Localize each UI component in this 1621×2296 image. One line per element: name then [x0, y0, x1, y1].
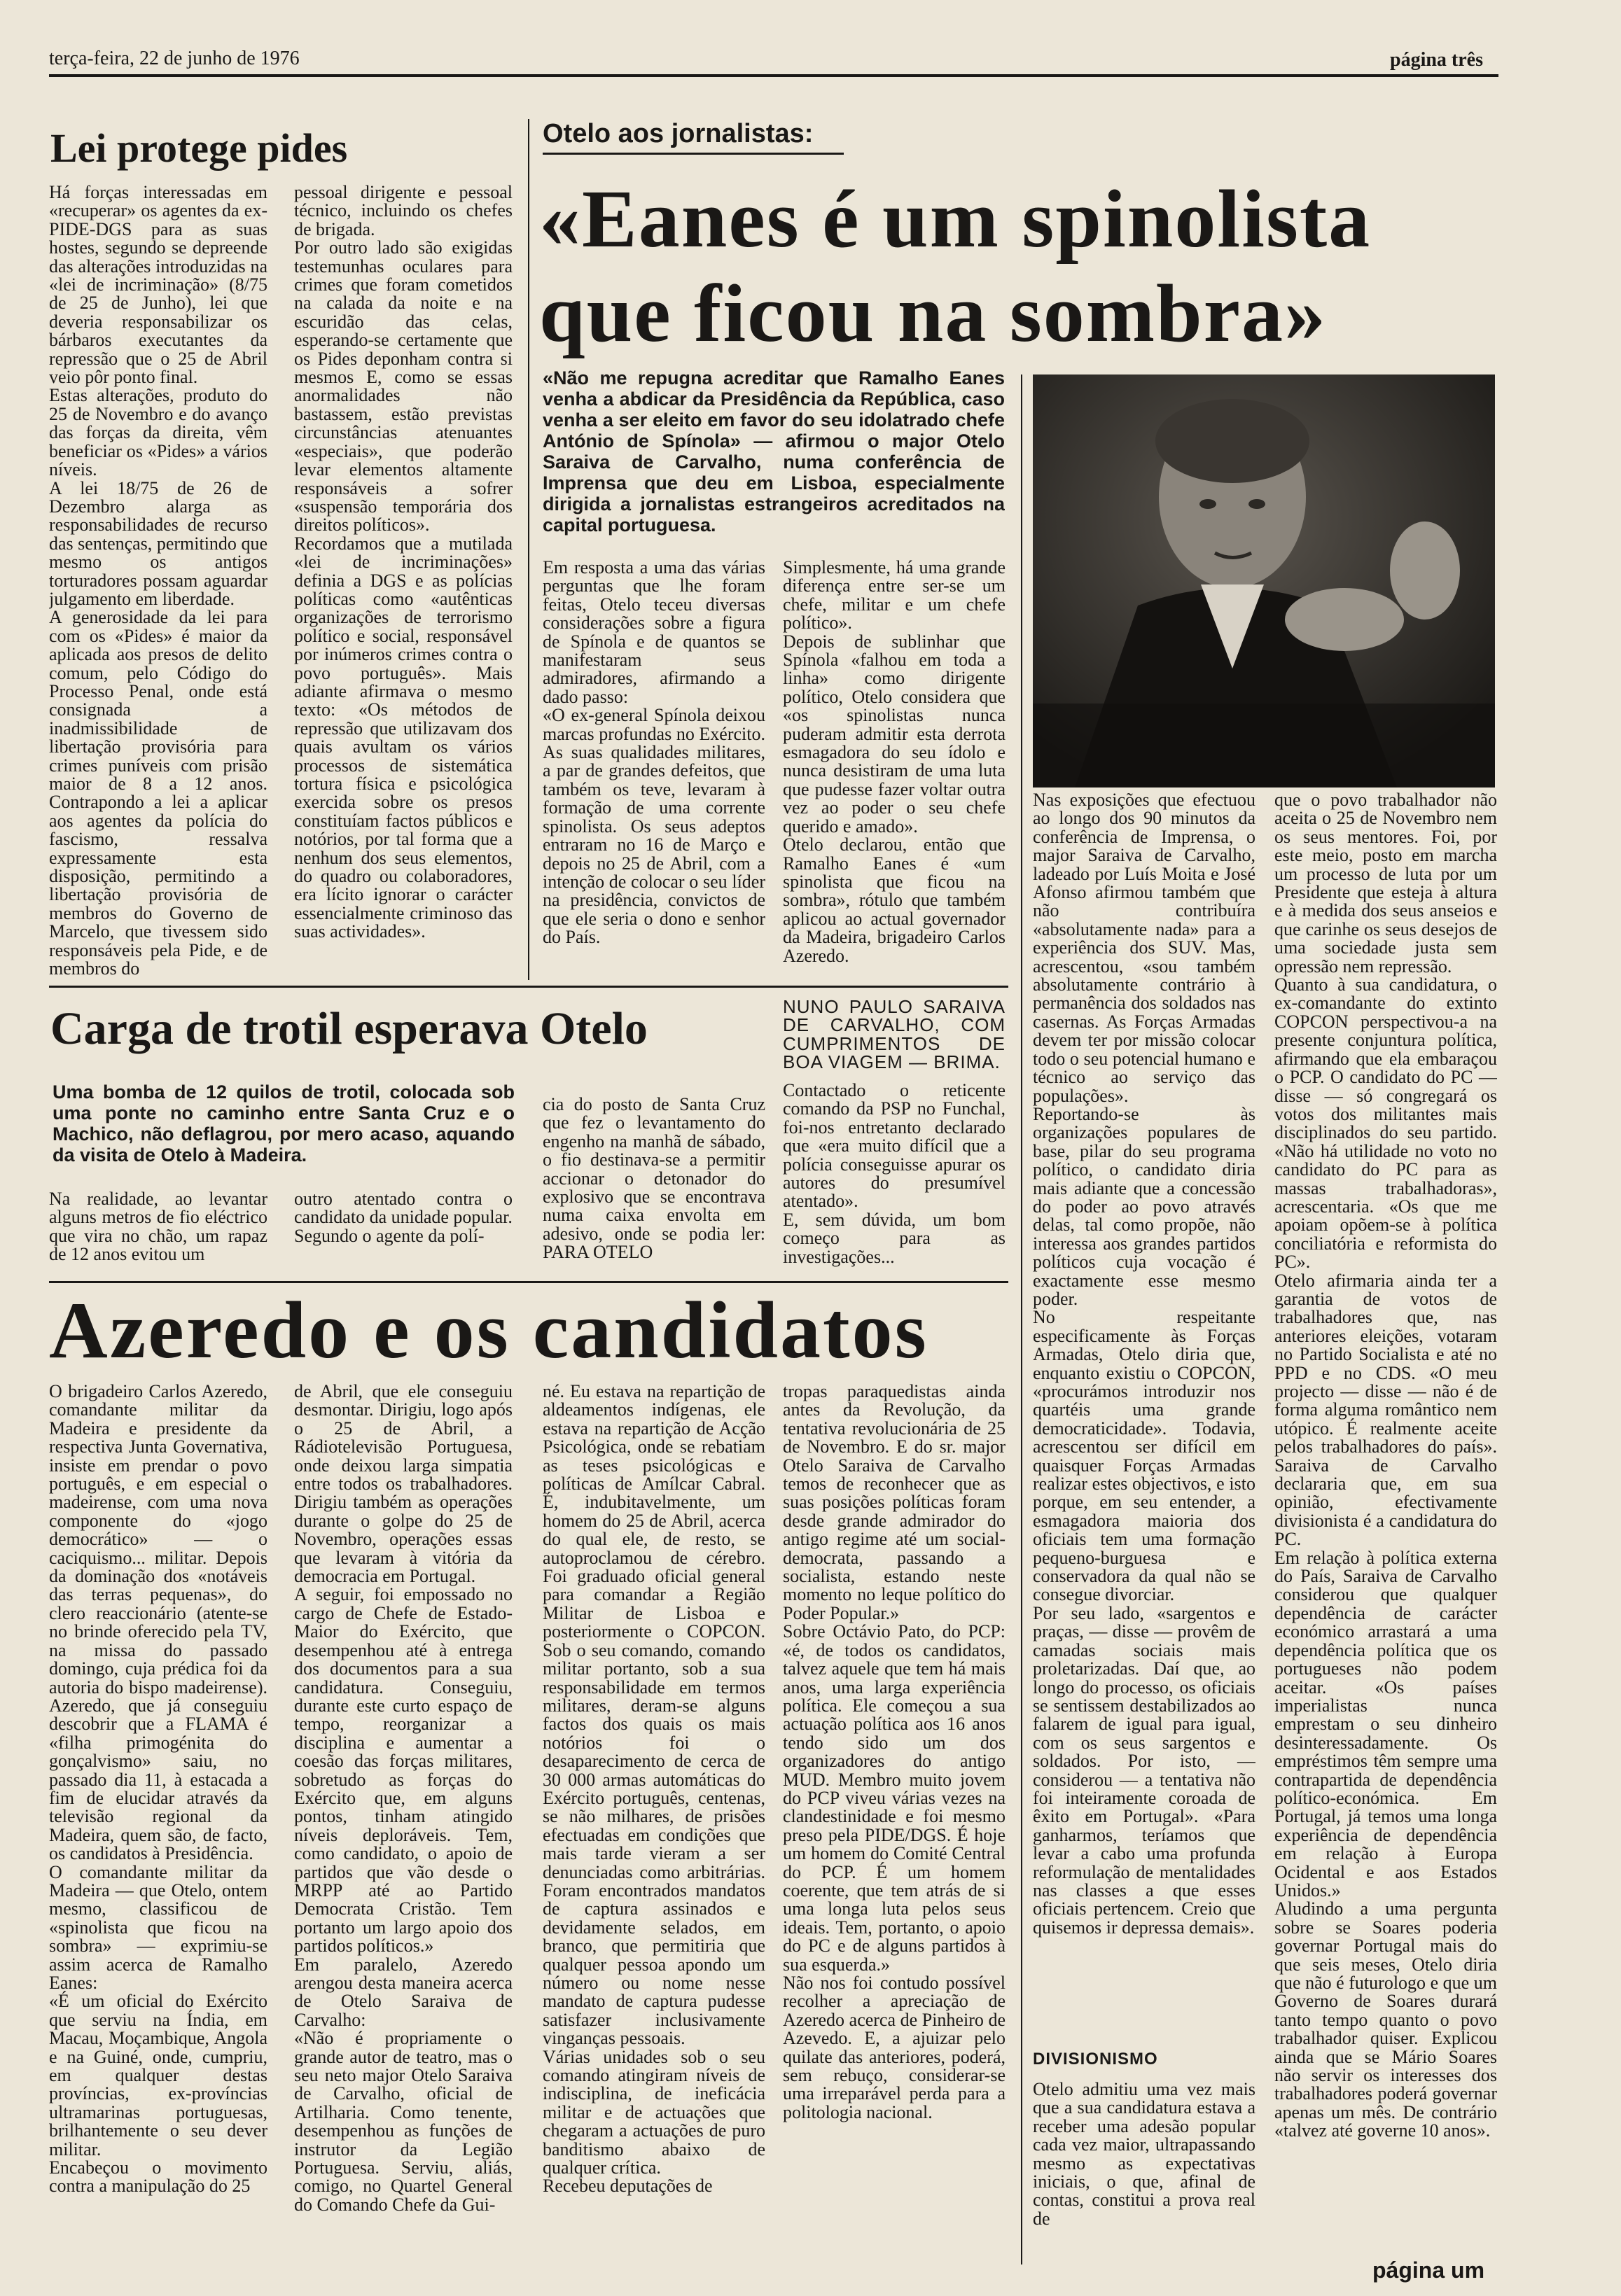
- pides-col1: Há forças interessadas em «recuperar» os agentes da ex-PIDE-DGS para as suas hostes, segundo se depreende das alterações introduzidas na «lei de incriminação» (8/75 de 25 de Junho), lei que deveria responsabilizar os bárbaros executantes da repressão que o 25 de Abril veio pôr ponto final. Estas alterações, produto do 25 de Novembro e do avanço das forças da direita, vêm beneficiar os «Pides» a vários níveis. A lei 18/75 de 26 de Dezembro alarga as responsabilidades de recurso das sentenças, permitindo que mesmo os antigos torturadores possam aguardar julgamento em liberdade. A generosidade da lei para com os «Pides» é maior da aplicada aos presos de delito comum, pelo Código do Processo Penal, onde está consignada a inadmissibilidade de libertação provisória para crimes puníveis com prisão maior de 8 a 12 anos. Contrapondo a lei a aplicar aos agentes da polícia do fascismo, ressalva expressamente esta disposição, permitindo a libertação provisória de membros do Governo de Marcelo, que tivessem sido responsáveis pela Pide, e de membros do: [49, 183, 267, 979]
- issue-date: terça-feira, 22 de junho de 1976: [49, 48, 300, 69]
- column-divider-right: [1021, 374, 1022, 2264]
- otelo-col2: Simplesmente, há uma grande diferença entre ser-se um chefe, militar e um chefe político». Depois de sublinhar que Spínola «falhou em toda a linha» como dirigente político, Otelo considera que «os spinolistas nunca puderam admitir esta derrota esmagadora do seu ídolo e nunca desistiram de uma luta que pudesse fazer voltar outra vez ao poder o seu chefe querido e amado». Otelo declarou, então que Ramalho Eanes é «um spinolista que ficou na sombra», rótulo que também aplicou ao actual governador da Madeira, brigadeiro Carlos Azeredo.: [783, 559, 1006, 966]
- otelo-divisionismo-col: Otelo admitiu uma vez mais que a sua candidatura estava a receber uma adesão popular cada vez maior, ultrapassando mesmo as expectativas iniciais, o que, afinal de contas, constitui a prova real de: [1033, 2080, 1255, 2229]
- azeredo-title: Azeredo e os candidatos: [49, 1286, 928, 1376]
- pides-title: Lei protege pides: [50, 125, 348, 171]
- otelo-col5: que o povo trabalhador não aceita o 25 de Novembro nem os seus mentores. Foi, por este meio, posto em marcha um processo de luta por um Presidente que esteja à altura e à medida dos seus anseios e que carinhe os seus desejos de uma sociedade justa sem opressão nem repressão. Quanto à sua candidatura, o ex-comandante do extinto COPCON perspectivou-a na presente conjuntura política, afirmando que ela embaraçou o PCP. O candidato do PC — disse — só congregará os votos dos militantes mais disciplinados do seu partido. «Não há utilidade no voto no candidato do PC para as massas trabalhadoras», acrescentaria. «Os que me apoiam opõem-se à política conciliatória e reformista do PC». Otelo afirmaria ainda ter a garantia de votos de trabalhadores que, nas anteriores eleições, votaram no Partido Socialista e até no PPD e no CDS. «O meu projecto — disse — não é de forma alguma romântico nem utópico. É realmente aceite pelos trabalhadores do país». Saraiva de Carvalho declararia que, em sua opinião, efectivamente divisionista é a candidatura do PC. Em relação à política externa do País, Saraiva de Carvalho considerou que qualquer dependência de carácter económico arrastará a uma dependência política que os portugueses não podem aceitar. «Os países imperialistas nunca emprestam o seu dinheiro desinteressadamente. Os empréstimos têm sempre uma contrapartida de dependência político-económica. Em Portugal, já temos uma longa experiência de dependência em relação à Europa Ocidental e aos Estados Unidos.» Aludindo a uma pergunta sobre se Soares poderia governar Portugal mais do que seis meses, Otelo diria que não é futurologo e que um Governo de Soares durará tanto tempo quanto o povo trabalhador quiser. Explicou ainda que se Mário Soares não servir os interesses dos trabalhadores poderá governar apenas um mês. De contrário «talvez até governe 10 anos».: [1274, 791, 1497, 2141]
- trotil-col1: Na realidade, ao levantar alguns metros de fio eléctrico que vira no chão, um rapaz de 12 anos evitou um: [49, 1190, 267, 1265]
- kicker-underline: [543, 153, 844, 155]
- otelo-headline-line1: «Eanes é um spinolista: [539, 173, 1372, 265]
- otelo-caption-col: Nas exposições que efectuou ao longo dos 90 minutos da conferência de Imprensa, o major Saraiva de Carvalho, ladeado por Luís Moita e José Afonso afirmou também que não contribuíra «absolutamente nada» para a experiência dos SUV. Mas, acrescentou, «sou também absolutamente contrário à permanência dos soldados nas casernas. As Forças Armadas devem ter por missão colocar todo o seu potencial humano e técnico ao serviço das populações». Reportando-se às organizações populares de base, pilar do seu programa político, o candidato diria mais adiante que a concessão do poder ao povo através delas, tal como propõe, não interessa aos grandes partidos políticos cuja vocação é exactamente esse mesmo poder. No respeitante especificamente às Forças Armadas, Otelo diria que, enquanto existiu o COPCON, «procurámos introduzir nos quartéis uma grande democraticidade». Todavia, acrescentou ser difícil em quaisquer Forças Armadas realizar estes objectivos, e isto porque, em seu entender, a esmagadora maioria dos oficiais tem uma formação pequeno-burguesa e conservadora da qual não se consegue divorciar. Por seu lado, «sargentos e praças, — disse — provêm de camadas sociais mais proletarizadas. Daí que, ao longo do processo, os oficiais se sentissem destabilizados ao falarem de igual para igual, com os seus sargentos e soldados. Por isto, — considerou — a tentativa não foi inteiramente coroada de êxito em Portugal». «Para ganharmos, teríamos que levar a cabo uma profunda reformulação de mentalidades nas classes a que esses oficiais pertencem. Creio que quisemos ir depressa demais».: [1033, 791, 1255, 1938]
- trotil-top-rule: [49, 986, 1008, 988]
- azeredo-col1: O brigadeiro Carlos Azeredo, comandante militar da Madeira e presidente da respectiva Junta Governativa, insiste em prendar o povo português, e em especial o madeirense, com uma nova componente do «jogo democrático» — o caciquismo... militar. Depois da dominação dos «notáveis das terras pequenas», do clero reaccionário (atente-se no brinde oferecido pela TV, na missa do passado domingo, cuja prédica foi da autoria do bispo madeirense). Azeredo, que já conseguiu descobrir que a FLAMA é «filha primogénita do gonçalvismo» saiu, no passado dia 11, à estacada a fim de elucidar através da televisão regional da Madeira, quem são, de facto, os candidatos à Presidência. O comandante militar da Madeira — que Otelo, ontem mesmo, classificou de «spinolista que ficou na sombra» — exprimiu-se assim acerca de Ramalho Eanes: «É um oficial do Exército que serviu na Índia, em Macau, Moçambique, Angola e na Guiné, onde, cumpriu, em qualquer destas províncias, ex-províncias ultramarinas portuguesas, brilhantemente o seu dever militar. Encabeçou o movimento contra a manipulação do 25: [49, 1382, 267, 2197]
- trotil-title: Carga de trotil esperava Otelo: [50, 1003, 648, 1054]
- column-divider: [528, 119, 529, 980]
- azeredo-col2: de Abril, que ele conseguiu desmontar. Dirigiu, logo após o 25 de Abril, a Rádiotelevisão Portuguesa, onde deixou larga simpatia entre todos os trabalhadores. Dirigiu também as operações durante o golpe do 25 de Novembro, operações essas que levaram à vitória da democracia em Portugal. A seguir, foi empossado no cargo de Chefe de Estado-Maior do Exército, que desempenhou até à entrega dos documentos para a sua candidatura. Conseguiu, durante este curto espaço de tempo, reorganizar a disciplina e aumentar a coesão das forças militares, sobretudo as forças do Exército que, em alguns pontos, tinham atingido níveis deploráveis. Tem, como candidato, o apoio de partidos que vão desde o MRPP até ao Partido Democrata Cristão. Tem portanto um largo apoio dos partidos políticos.» Em paralelo, Azeredo arengou desta maneira acerca de Otelo Saraiva de Carvalho: «Não é propriamente o grande autor de teatro, mas o seu neto major Otelo Saraiva de Carvalho, oficial de Artilharia. Como tenente, desempenhou as funções de instrutor da Legião Portuguesa. Serviu, aliás, comigo, no Quartel General do Comando Chefe da Gui-: [294, 1382, 513, 2215]
- otelo-lead: «Não me repugna acreditar que Ramalho Eanes venha a abdicar da Presidência da República, caso venha a ser eleito em favor do seu idolatrado chefe António de Spínola» — afirmou o major Otelo Saraiva de Carvalho, numa conferência de Imprensa que deu em Lisboa, especialmente dirigida a jornalistas estrangeiros acreditados na capital portuguesa.: [543, 368, 1005, 536]
- trotil-caps-line: NUNO PAULO SARAIVA DE CARVALHO, COM CUMPRIMENTOS DE BOA VIAGEM — BRIMA.: [783, 997, 1006, 1073]
- azeredo-top-rule: [49, 1281, 1008, 1283]
- azeredo-col3: né. Eu estava na repartição de aldeamentos indígenas, ele estava na repartição de Acção Psicológica, onde se rebatiam as teses psicológicas e políticas de Amílcar Cabral. É, indubitavelmente, um homem do 25 de Abril, acerca do qual ele, de resto, se autoproclamou de cérebro. Foi graduado oficial general para comandar a Região Militar de Lisboa e posteriormente o COPCON. Sob o seu comando, comando militar portanto, sob a sua responsabilidade em termos militares, deram-se alguns factos dos quais os mais notórios foi o desaparecimento de cerca de 30 000 armas automáticas do Exército português, centenas, se não milhares, de prisões efectuadas em condições que mais tarde vieram a ser denunciadas como arbitrárias. Foram encontrados mandatos de captura assinados e devidamente selados, em branco, que permitiria que qualquer pessoa apondo um número ou nome nesse mandato de captura pudesse satisfazer inclusivamente vinganças pessoais. Várias unidades sob o seu comando atingiram níveis de indisciplina, de ineficácia militar e de actuações que chegaram a actuações de puro banditismo abaixo de qualquer crítica. Recebeu deputações de: [543, 1382, 765, 2197]
- trotil-lead: Uma bomba de 12 quilos de trotil, colocada sob uma ponte no caminho entre Santa Cruz e o Machico, não deflagrou, por mero acaso, aquando da visita de Otelo à Madeira.: [53, 1082, 515, 1166]
- otelo-kicker: Otelo aos jornalistas:: [543, 119, 814, 148]
- trotil-col2: outro atentado contra o candidato da unidade popular. Segundo o agente da polí-: [294, 1190, 513, 1246]
- pides-col2: pessoal dirigente e pessoal técnico, incluindo os chefes de brigada. Por outro lado são exigidas testemunhas oculares para crimes que foram cometidos na calada da noite e na escuridão das celas, esperando-se certamente que os Pides deponham contra si mesmos E, como se essas anormalidades não bastassem, estão previstas circunstâncias atenuantes «especiais», que poderão levar elementos altamente responsáveis a sofrer «suspensão temporária dos direitos políticos». Recordamos que a mutilada «lei de incriminações» definia a DGS e as polícias políticas como «autênticas organizações de terrorismo político e social, responsável por inúmeros crimes contra o povo português». Mais adiante afirmava o mesmo texto: «Os métodos de repressão que utilizavam dos quais avultam os vários processos de sistemática tortura física e psicológica exercida sobre os presos constituíam factos públicos e notórios, por tal forma que a nenhum dos seus elementos, do quadro ou colaboradores, era lícito ignorar o carácter essencialmente criminoso das suas actividades».: [294, 183, 513, 942]
- otelo-portrait-image: [1033, 374, 1495, 788]
- page-number-label: página três: [1390, 49, 1483, 71]
- trotil-col3: cia do posto de Santa Cruz que fez o levantamento do engenho na manhã de sábado, o fio destinava-se a permitir accionar o detonador do explosivo que se encontrava numa caixa envolta em adesivo, onde se podia ler: PARA OTELO: [543, 1096, 765, 1263]
- trotil-col4: Contactado o reticente comando da PSP no Funchal, foi-nos entretanto declarado que «era muito difícil que a polícia conseguisse apurar os autores do presumível atentado». E, sem dúvida, um bom começo para as investigações...: [783, 1082, 1006, 1267]
- otelo-headline-line2: que ficou na sombra»: [539, 267, 1328, 359]
- otelo-col1: Em resposta a uma das várias perguntas que lhe foram feitas, Otelo teceu diversas considerações sobre a figura de Spínola e de quantos se manifestaram seus admiradores, afirmando a dado passo: «O ex-general Spínola deixou marcas profundas no Exército. As suas qualidades militares, a par de grandes defeitos, que também os teve, levaram à formação de uma corrente spinolista. Os seus adeptos entraram no 16 de Março e depois no 25 de Abril, com a intenção de colocar o seu líder na presidência, convictos de que ele seria o dono e senhor do País.: [543, 559, 765, 948]
- header-rule: [49, 74, 1498, 77]
- azeredo-col4: tropas paraquedistas ainda antes da Revolução, da tentativa revolucionária de 25 de Novembro. E do sr. major Otelo Saraiva de Carvalho temos de reconhecer que as suas posições políticas foram desde grande admirador do antigo regime até um social-democrata, passando a socialista, estando neste momento no leque político do Poder Popular.» Sobre Octávio Pato, do PCP: «é, de todos os candidatos, talvez aquele que tem há mais anos, uma larga experiência política. Ele começou a sua actuação política aos 16 anos tendo sido um dos organizadores do antigo MUD. Membro muito jovem do PCP viveu várias vezes na clandestinidade e foi mesmo preso pela PIDE/DGS. É hoje um homem do Comité Central do PCP. É um homem coerente, que tem atrás de si uma longa luta pelos seus ideais. Tem, portanto, o apoio do PC e de alguns partidos à sua esquerda.» Não nos foi contudo possível recolher a apreciação de Azeredo acerca de Pinheiro de Azevedo. E, a ajuizar pelo quilate das anteriores, poderá, sem rebuço, considerar-se uma irreparável perda para a politologia nacional.: [783, 1382, 1006, 2122]
- subhead-divisionismo: DIVISIONISMO: [1033, 2050, 1158, 2068]
- otelo-photo: [1033, 374, 1495, 788]
- next-page-label: página um: [1372, 2258, 1485, 2283]
